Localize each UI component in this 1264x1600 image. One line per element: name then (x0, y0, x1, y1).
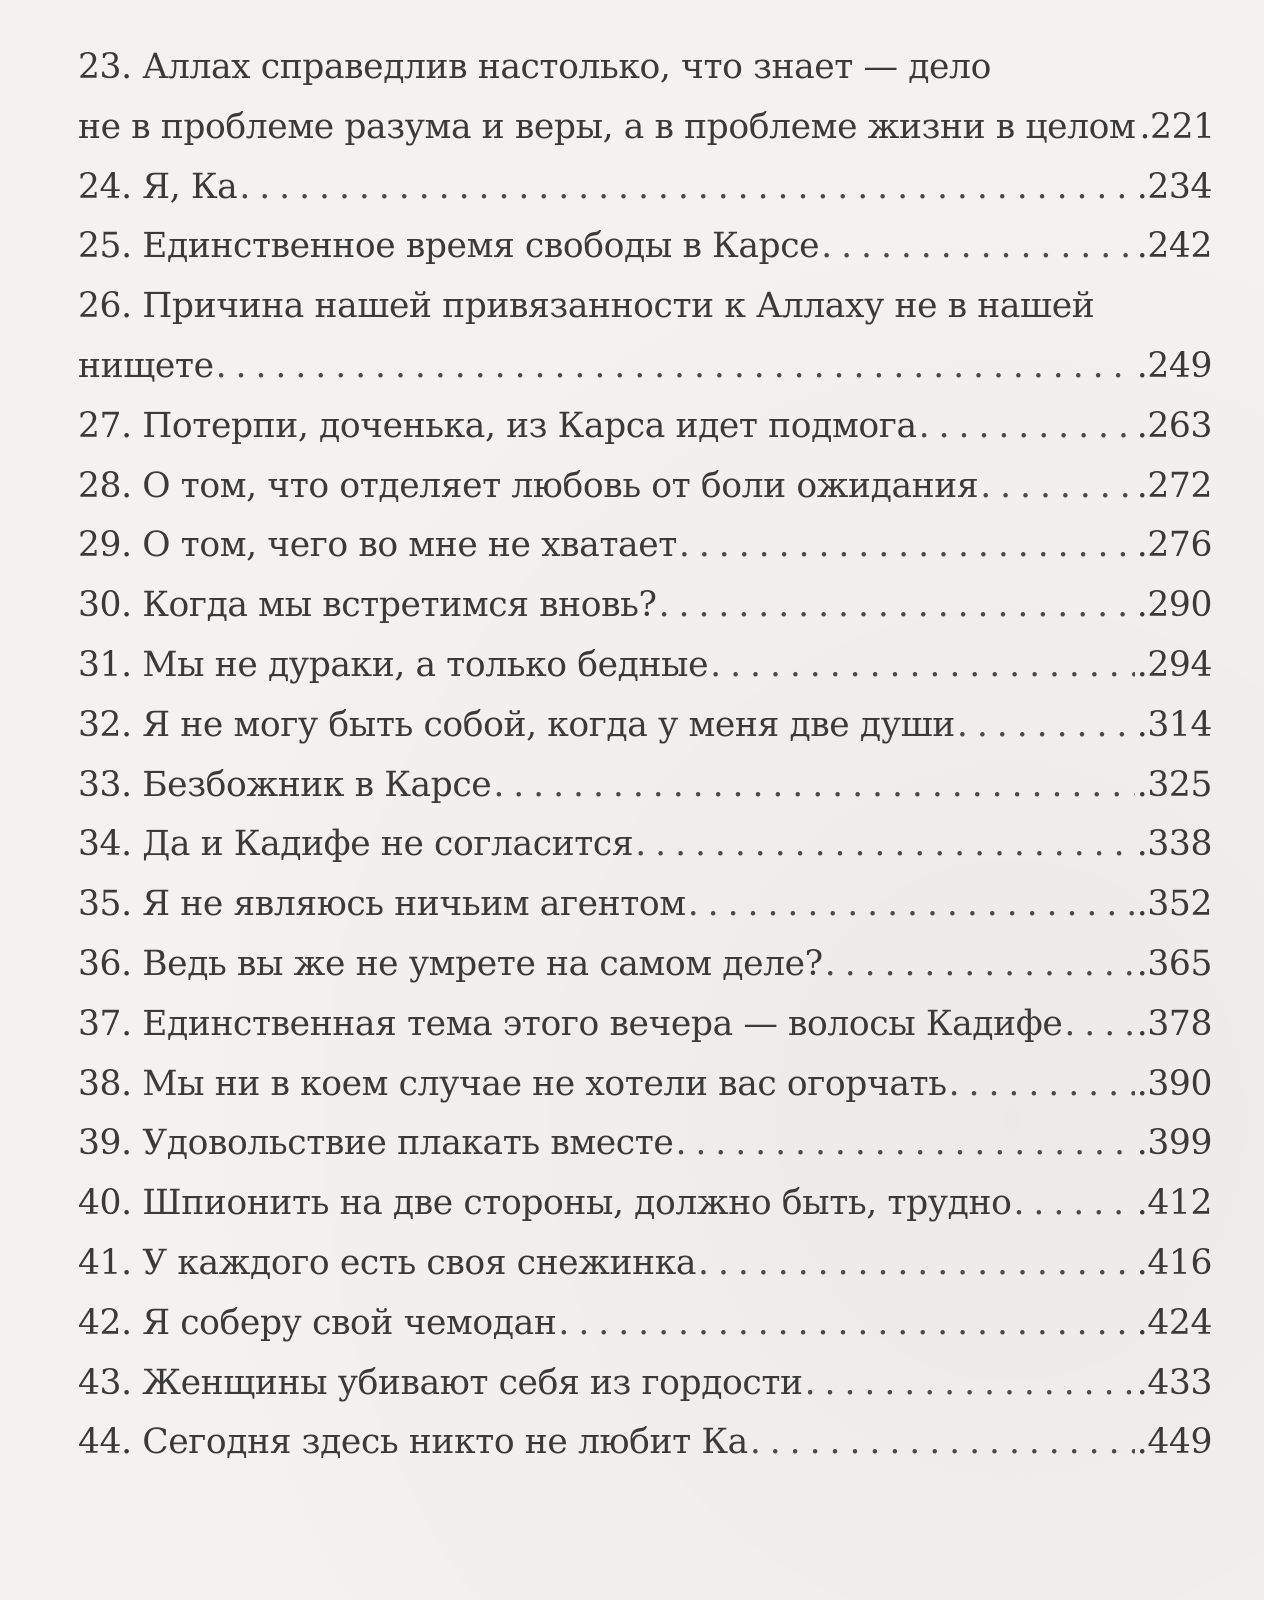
dot-leader (805, 1354, 1135, 1414)
toc-entry-title: 36. Ведь вы же не умрете на самом деле? (78, 943, 823, 984)
dot-leader (635, 815, 1135, 875)
page-number: .365 (1136, 943, 1212, 984)
toc-entry-title-line: 23. Аллах справедлив настолько, что знает — дело (78, 47, 991, 87)
page-number: .433 (1136, 1362, 1212, 1403)
dot-leader (1064, 995, 1134, 1055)
page-number: .424 (1136, 1302, 1212, 1343)
toc-entry-title: 37. Единственная тема этого вечера — волосы Кадифе (78, 1003, 1063, 1044)
page-number: .263 (1136, 405, 1212, 446)
toc-entry (78, 696, 1212, 756)
toc-entry-title: 43. Женщины убивают себя из гордости (78, 1362, 803, 1403)
toc-entry-title: 29. О том, чего во мне не хватает (78, 525, 677, 566)
toc-entry (78, 158, 1212, 218)
toc-entry (78, 935, 1212, 995)
toc-entry-title: 28. О том, что отделяет любовь от боли ожидания (78, 465, 979, 506)
page-number: .338 (1136, 824, 1212, 865)
toc-entry-title: 38. Мы ни в коем случае не хотели вас огорчать (78, 1063, 947, 1104)
toc-entry-title: 35. Я не являюсь ничьим агентом (78, 884, 686, 925)
toc-entry-title: 41. У каждого есть своя снежинка (78, 1242, 697, 1283)
toc-entry (78, 1174, 1212, 1234)
toc-entry (78, 516, 1212, 576)
toc-entry (78, 636, 1212, 696)
dot-leader (821, 217, 1135, 277)
toc-entry-title: 42. Я соберу свой чемодан (78, 1302, 557, 1343)
dot-leader (919, 397, 1135, 457)
dot-leader (239, 158, 1134, 218)
toc-entry-title: 31. Мы не дураки, а только бедные (78, 644, 709, 685)
dot-leader (957, 696, 1135, 756)
page-number: .390 (1136, 1063, 1212, 1104)
page-number: .290 (1136, 585, 1212, 626)
dot-leader (659, 576, 1135, 636)
dot-leader (679, 516, 1135, 576)
toc-entry (78, 337, 1212, 397)
page-number: .352 (1136, 884, 1212, 925)
toc-entry-title: 44. Сегодня здесь никто не любит Ка (78, 1422, 748, 1463)
page-number: .242 (1136, 226, 1212, 267)
toc-entry-title: 39. Удовольствие плакать вместе (78, 1123, 674, 1164)
toc-entry-title: 40. Шпионить на две стороны, должно быть, трудно (78, 1183, 1012, 1224)
page-number: .314 (1136, 704, 1212, 745)
page-number: .399 (1136, 1123, 1212, 1164)
page-number: .294 (1136, 644, 1212, 685)
table-of-contents (78, 38, 1215, 1473)
toc-entry (78, 815, 1212, 875)
toc-entry (78, 1413, 1212, 1473)
page-number: .449 (1136, 1422, 1212, 1463)
toc-entry-title: 25. Единственное время свободы в Карсе (78, 226, 820, 267)
toc-entry (78, 995, 1212, 1055)
toc-entry (78, 1055, 1212, 1115)
toc-entry (78, 1294, 1212, 1354)
toc-entry (78, 1114, 1212, 1174)
toc-entry (78, 1354, 1212, 1414)
toc-entry-title: 24. Я, Ка (78, 166, 238, 207)
dot-leader (216, 337, 1135, 397)
dot-leader (980, 457, 1135, 517)
dot-leader (688, 875, 1135, 935)
dot-leader (949, 1055, 1135, 1115)
toc-entry (78, 1234, 1212, 1294)
toc-entry-title: 30. Когда мы встретимся вновь? (78, 585, 657, 626)
toc-entry-title: не в проблеме разума и веры, а в проблеме жизни в целом (78, 106, 1136, 147)
dot-leader (493, 756, 1134, 816)
page-number: .272 (1136, 465, 1212, 506)
dot-leader (825, 935, 1135, 995)
toc-entry-title-line: 26. Причина нашей привязанности к Аллаху не в нашей (78, 286, 1095, 327)
toc-entry-title: 27. Потерпи, доченька, из Карса идет подмога (78, 405, 917, 446)
toc-entry (78, 756, 1212, 816)
dot-leader (1014, 1174, 1135, 1234)
toc-entry-title: 34. Да и Кадифе не согласится (78, 824, 634, 865)
page-number: .412 (1136, 1183, 1212, 1224)
toc-entry (78, 217, 1212, 277)
page-number: .234 (1136, 166, 1212, 207)
toc-entry-title: 33. Безбожник в Карсе (78, 764, 492, 805)
toc-entry (78, 576, 1212, 636)
toc-entry (78, 875, 1212, 935)
toc-entry-title: 32. Я не могу быть собой, когда у меня две души (78, 704, 955, 745)
dot-leader (675, 1114, 1134, 1174)
toc-entry-title: нищете (78, 345, 214, 386)
page-number: .221 (1139, 106, 1215, 147)
page-number: .378 (1136, 1003, 1212, 1044)
toc-entry (78, 98, 1215, 158)
page-number: .249 (1136, 345, 1212, 386)
dot-leader (710, 636, 1135, 696)
page-number: .416 (1136, 1242, 1212, 1283)
dot-leader (558, 1294, 1134, 1354)
page-number: .276 (1136, 525, 1212, 566)
dot-leader (698, 1234, 1135, 1294)
toc-entry (78, 397, 1212, 457)
page-number: .325 (1136, 764, 1212, 805)
dot-leader (750, 1413, 1135, 1473)
toc-entry (78, 457, 1212, 517)
